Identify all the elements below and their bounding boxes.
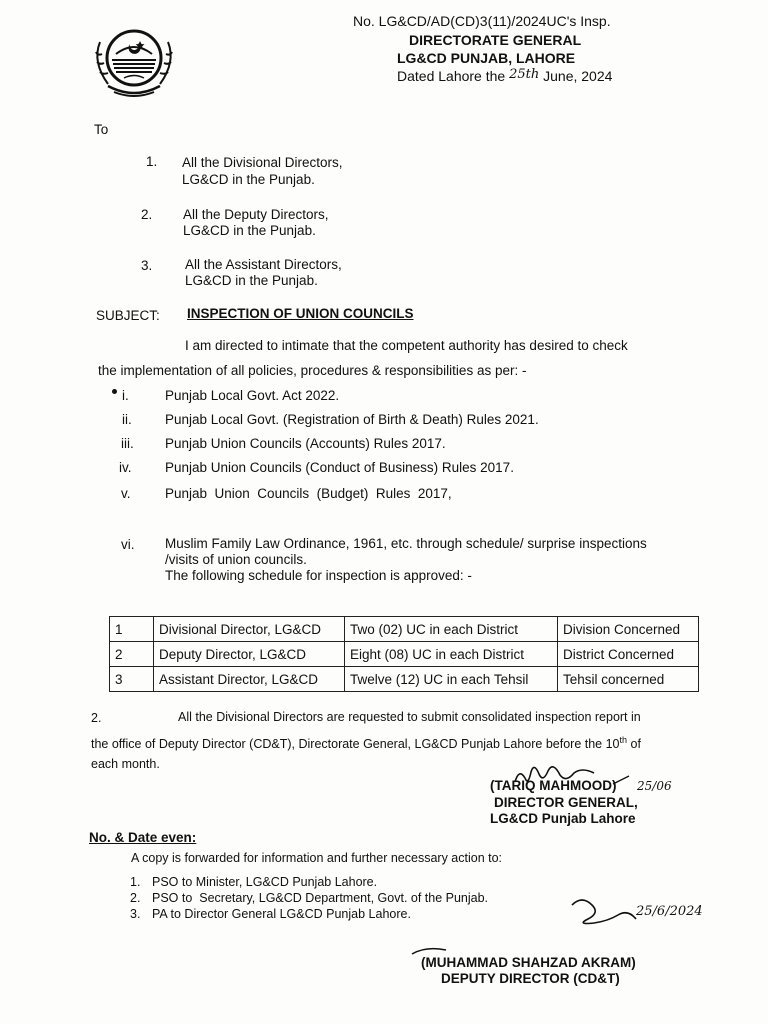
list-item-i-number: i. xyxy=(122,388,129,403)
org-line-1: DIRECTORATE GENERAL xyxy=(409,32,582,48)
deputy-director-date-handwritten: 25/6/2024 xyxy=(636,904,703,919)
list-item-v-text: Punjab Union Councils (Budget) Rules 2017, xyxy=(165,486,452,501)
copy-item-3-number: 3. xyxy=(130,907,141,921)
para2-number: 2. xyxy=(91,711,102,725)
to-label: To xyxy=(94,122,109,137)
list-item-vi-number: vi. xyxy=(121,537,135,552)
endorsement-label: No. & Date even: xyxy=(89,830,197,845)
table-row xyxy=(110,617,699,642)
copy-item-1-number: 1. xyxy=(130,875,141,889)
table-cell: Twelve (12) UC in each Tehsil xyxy=(345,667,558,692)
para2-line3: each month. xyxy=(91,757,160,771)
para1-line1: I am directed to intimate that the competent authority has desired to check xyxy=(185,338,628,353)
recipient-2-line2: LG&CD in the Punjab. xyxy=(183,223,316,238)
dated-line xyxy=(397,67,612,87)
subject-label: SUBJECT: xyxy=(96,308,160,323)
recipient-1-line1: All the Divisional Directors, xyxy=(182,155,343,170)
table-cell: Eight (08) UC in each District xyxy=(345,642,558,667)
org-line-2: LG&CD PUNJAB, LAHORE xyxy=(397,50,576,66)
dated-prefix: Dated Lahore the xyxy=(397,68,506,84)
list-item-iv-number: iv. xyxy=(119,460,132,475)
copy-item-2-text: PSO to Secretary, LG&CD Department, Govt. of the Punjab. xyxy=(152,891,489,905)
para1-line2: the implementation of all policies, procedures & responsibilities as per: - xyxy=(98,363,527,378)
copy-item-3-text: PA to Director General LG&CD Punjab Lahore. xyxy=(152,907,411,921)
list-item-iv-text: Punjab Union Councils (Conduct of Business) Rules 2017. xyxy=(165,460,514,475)
list-item-ii-text: Punjab Local Govt. (Registration of Birth & Death) Rules 2021. xyxy=(165,412,539,427)
table-cell: 3 xyxy=(110,667,154,692)
list-item-iii-number: iii. xyxy=(121,436,134,451)
recipient-2-number: 2. xyxy=(141,207,153,222)
punjab-government-logo xyxy=(86,22,182,100)
deputy-director-title: DEPUTY DIRECTOR (CD&T) xyxy=(441,971,620,986)
dated-day-handwritten: 25th xyxy=(509,67,540,82)
recipient-2-line1: All the Deputy Directors, xyxy=(183,207,329,222)
director-general-name: (TARIQ MAHMOOD) xyxy=(490,778,617,793)
copy-item-2-number: 2. xyxy=(130,891,141,905)
margin-mark xyxy=(112,389,117,394)
recipient-3-line2: LG&CD in the Punjab. xyxy=(185,273,318,288)
deputy-director-name: (MUHAMMAD SHAHZAD AKRAM) xyxy=(421,955,636,970)
table-row xyxy=(110,642,699,667)
list-item-i-text: Punjab Local Govt. Act 2022. xyxy=(165,388,340,403)
subject-text: INSPECTION OF UNION COUNCILS xyxy=(187,306,414,321)
copy-item-1-text: PSO to Minister, LG&CD Punjab Lahore. xyxy=(152,875,378,889)
table-cell: Deputy Director, LG&CD xyxy=(154,642,345,667)
dated-suffix: June, 2024 xyxy=(543,68,613,84)
list-item-vi-text: Muslim Family Law Ordinance, 1961, etc. through schedule/ surprise inspections xyxy=(165,536,647,551)
table-cell: Tehsil concerned xyxy=(558,667,699,692)
recipient-1-number: 1. xyxy=(146,154,158,169)
para2-superscript: th xyxy=(619,735,628,745)
table-cell: 1 xyxy=(110,617,154,642)
para2-line1: All the Divisional Directors are requested to submit consolidated inspection report in xyxy=(178,710,641,724)
list-item-iii-text: Punjab Union Councils (Accounts) Rules 2017. xyxy=(165,436,446,451)
director-general-date-handwritten: 25/06 xyxy=(637,779,672,793)
table-cell: Two (02) UC in each District xyxy=(345,617,558,642)
table-cell: Divisional Director, LG&CD xyxy=(154,617,345,642)
recipient-3-line1: All the Assistant Directors, xyxy=(185,257,342,272)
endorsement-intro: A copy is forwarded for information and further necessary action to: xyxy=(131,851,503,865)
list-item-ii-number: ii. xyxy=(122,412,132,427)
recipient-1-line2: LG&CD in the Punjab. xyxy=(182,172,315,187)
recipient-3-number: 3. xyxy=(141,258,153,273)
para2-line2 xyxy=(91,732,641,752)
table-row xyxy=(110,667,699,692)
list-item-vi-line2: /visits of union councils. xyxy=(165,552,307,567)
schedule-table xyxy=(109,616,699,692)
table-cell: Assistant Director, LG&CD xyxy=(154,667,345,692)
para2-line2-end: of xyxy=(627,737,641,752)
director-general-office: LG&CD Punjab Lahore xyxy=(490,811,636,826)
schedule-intro: The following schedule for inspection is approved: - xyxy=(165,568,472,583)
table-cell: Division Concerned xyxy=(558,617,699,642)
table-cell: 2 xyxy=(110,642,154,667)
para2-line2-text: the office of Deputy Director (CD&T), Directorate General, LG&CD Punjab Lahore before the 10 xyxy=(91,737,620,752)
list-item-v-number: v. xyxy=(121,486,131,501)
reference-number: No. LG&CD/AD(CD)3(11)/2024UC's Insp. xyxy=(353,13,611,29)
table-cell: District Concerned xyxy=(558,642,699,667)
director-general-title: DIRECTOR GENERAL, xyxy=(494,795,638,810)
